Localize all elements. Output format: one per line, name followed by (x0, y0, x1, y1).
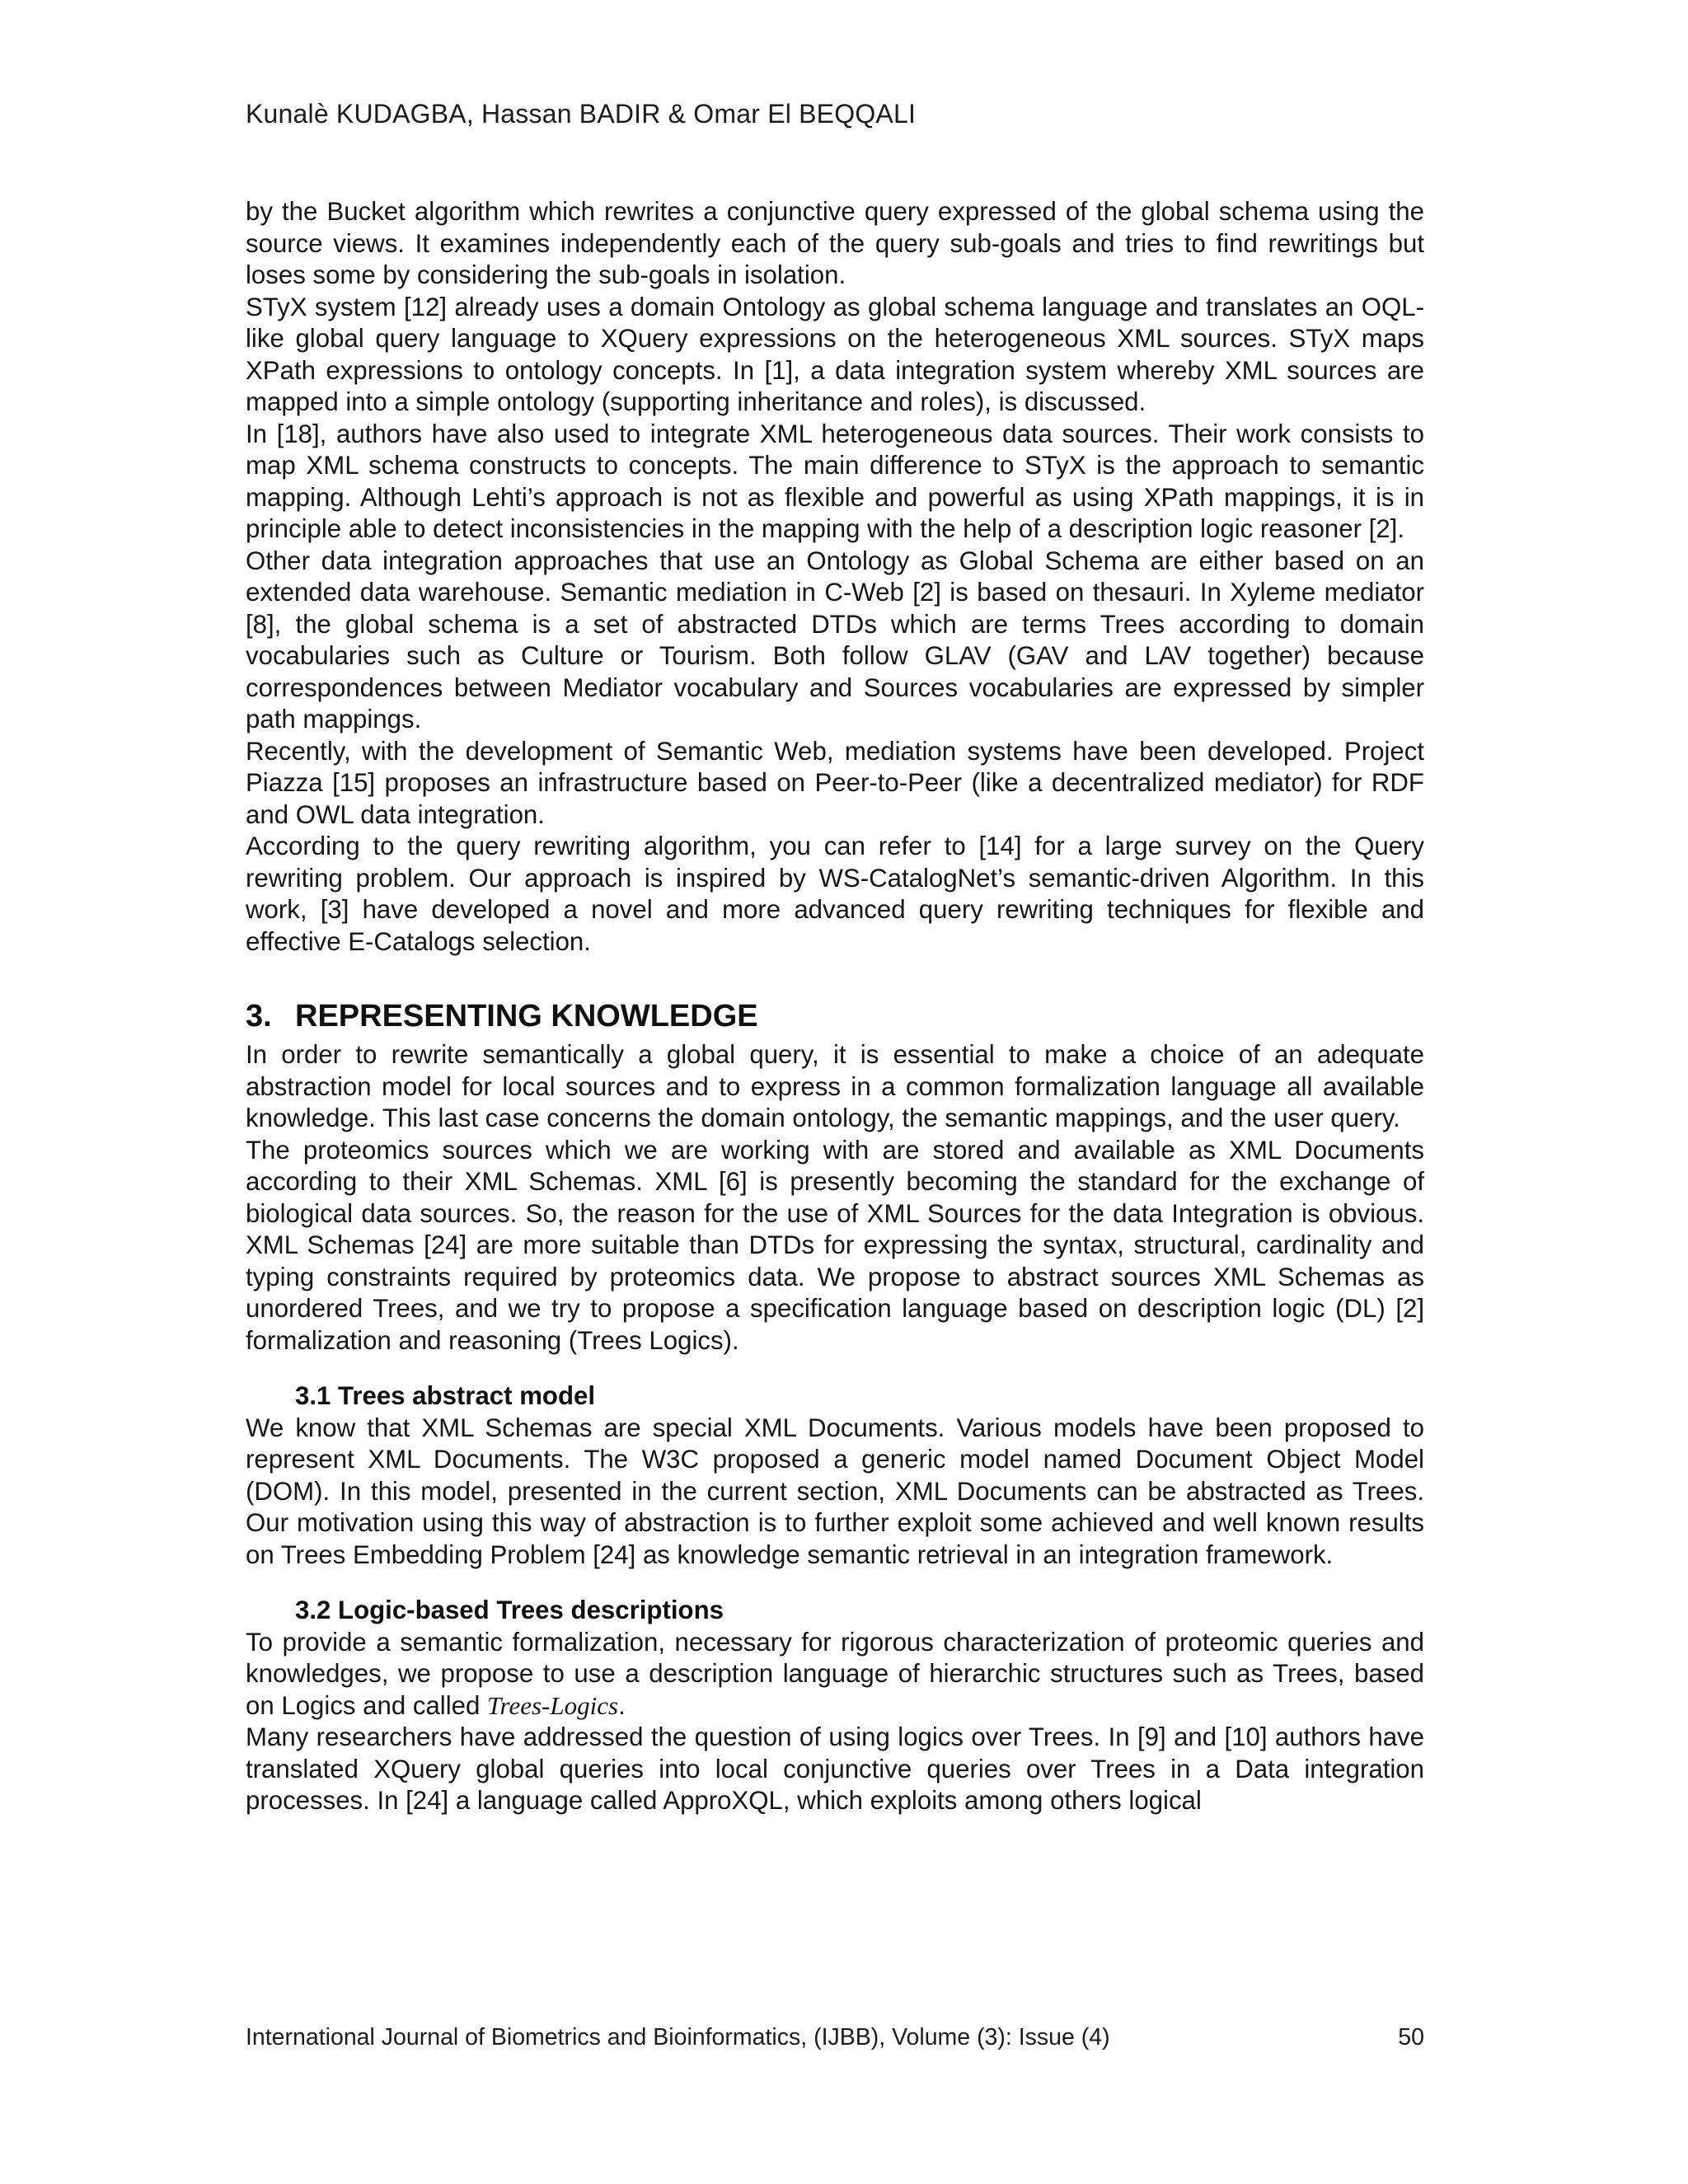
paragraph-end: . (618, 1690, 626, 1720)
subsection-heading-logic-based-trees: 3.2 Logic-based Trees descriptions (295, 1596, 724, 1624)
body-paragraph: According to the query rewriting algorithm, you can refer to [14] for a large survey on the Query rewriting problem. Our approach is inspired by WS-CatalogNet’s semantic-driven Algorithm. In this work, [3] have developed a novel and more advanced query rewriting techniques for flexible and effective E-Catalogs selection. (246, 832, 1424, 956)
subsection-heading-trees-abstract-model: 3.1 Trees abstract model (295, 1381, 596, 1410)
body-paragraph: We know that XML Schemas are special XML Documents. Various models have been proposed to represent XML Documents. The W3C proposed a generic model named Document Object Model (DOM). In this model, presented in the current section, XML Documents can be abstracted as Trees. Our motivation using this way of abstraction is to further exploit some achieved and well known results on Trees Embedding Problem [24] as knowledge semantic retrieval in an integration framework. (246, 1413, 1424, 1569)
main-content (246, 196, 1424, 1817)
section-title: REPRESENTING KNOWLEDGE (295, 999, 758, 1033)
body-paragraph: The proteomics sources which we are working with are stored and available as XML Documents according to their XML Schemas. XML [6] is presently becoming the standard for the exchange of biological data sources. So, the reason for the use of XML Sources for the data Integration is obvious. XML Schemas [24] are more suitable than DTDs for expressing the syntax, structural, cardinality and typing constraints required by proteomics data. We propose to abstract sources XML Schemas as unordered Trees, and we try to propose a specification language based on description logic (DL) [2] formalization and reasoning (Trees Logics). (246, 1135, 1424, 1355)
body-paragraph: by the Bucket algorithm which rewrites a conjunctive query expressed of the global schema using the source views. It examines independently each of the query sub-goals and tries to find rewritings but loses some by considering the sub-goals in isolation. (246, 197, 1424, 289)
body-paragraph: STyX system [12] already uses a domain Ontology as global schema language and translates an OQL-like global query language to XQuery expressions on the heterogeneous XML sources. STyX maps XPath expressions to ontology concepts. In [1], a data integration system whereby XML sources are mapped into a simple ontology (supporting inheritance and roles), is discussed. (246, 292, 1424, 416)
body-paragraph: Other data integration approaches that use an Ontology as Global Schema are either based on an extended data warehouse. Semantic mediation in C-Web [2] is based on thesauri. In Xyleme mediator [8], the global schema is a set of abstracted DTDs which are terms Trees according to domain vocabularies such as Culture or Tourism. Both follow GLAV (GAV and LAV together) because correspondences between Mediator vocabulary and Sources vocabularies are expressed by simpler path mappings. (246, 546, 1424, 733)
footer-journal: International Journal of Biometrics and Bioinformatics, (IJBB), Volume (3): Issue (4) (246, 2024, 1110, 2050)
body-paragraph: In order to rewrite semantically a global query, it is essential to make a choice of an adequate abstraction model for local sources and to express in a common formalization language all available knowledge. This last case concerns the domain ontology, the semantic mappings, and the user query. (246, 1040, 1424, 1132)
running-footer (246, 2022, 1424, 2052)
trees-logics-term: Trees-Logics (487, 1690, 619, 1720)
page-number: 50 (1398, 2024, 1424, 2050)
body-paragraph (246, 1627, 1424, 1722)
body-paragraph: In [18], authors have also used to integrate XML heterogeneous data sources. Their work consists to map XML schema constructs to concepts. The main difference to STyX is the approach to semantic mapping. Although Lehti’s approach is not as flexible and powerful as using XPath mappings, it is in principle able to detect inconsistencies in the mapping with the help of a description logic reasoner [2]. (246, 419, 1424, 543)
section-number: 3. (246, 999, 272, 1033)
body-paragraph: Recently, with the development of Semantic Web, mediation systems have been developed. Project Piazza [15] proposes an infrastructure based on Peer-to-Peer (like a decentralized mediator) for RDF and OWL data integration. (246, 736, 1424, 829)
body-paragraph: Many researchers have addressed the question of using logics over Trees. In [9] and [10] authors have translated XQuery global queries into local conjunctive queries over Trees in a Data integration processes. In [24] a language called ApproXQL, which exploits among others logical (246, 1722, 1424, 1815)
paragraph-text: To provide a semantic formalization, necessary for rigorous characterization of proteomic queries and knowledges, we propose to use a description language of hierarchic structures such as Trees, based on Logics and called (246, 1627, 1424, 1720)
section-heading-representing-knowledge (246, 996, 1424, 1037)
running-header-authors: Kunalè KUDAGBA, Hassan BADIR & Omar El BEQQALI (246, 99, 917, 129)
